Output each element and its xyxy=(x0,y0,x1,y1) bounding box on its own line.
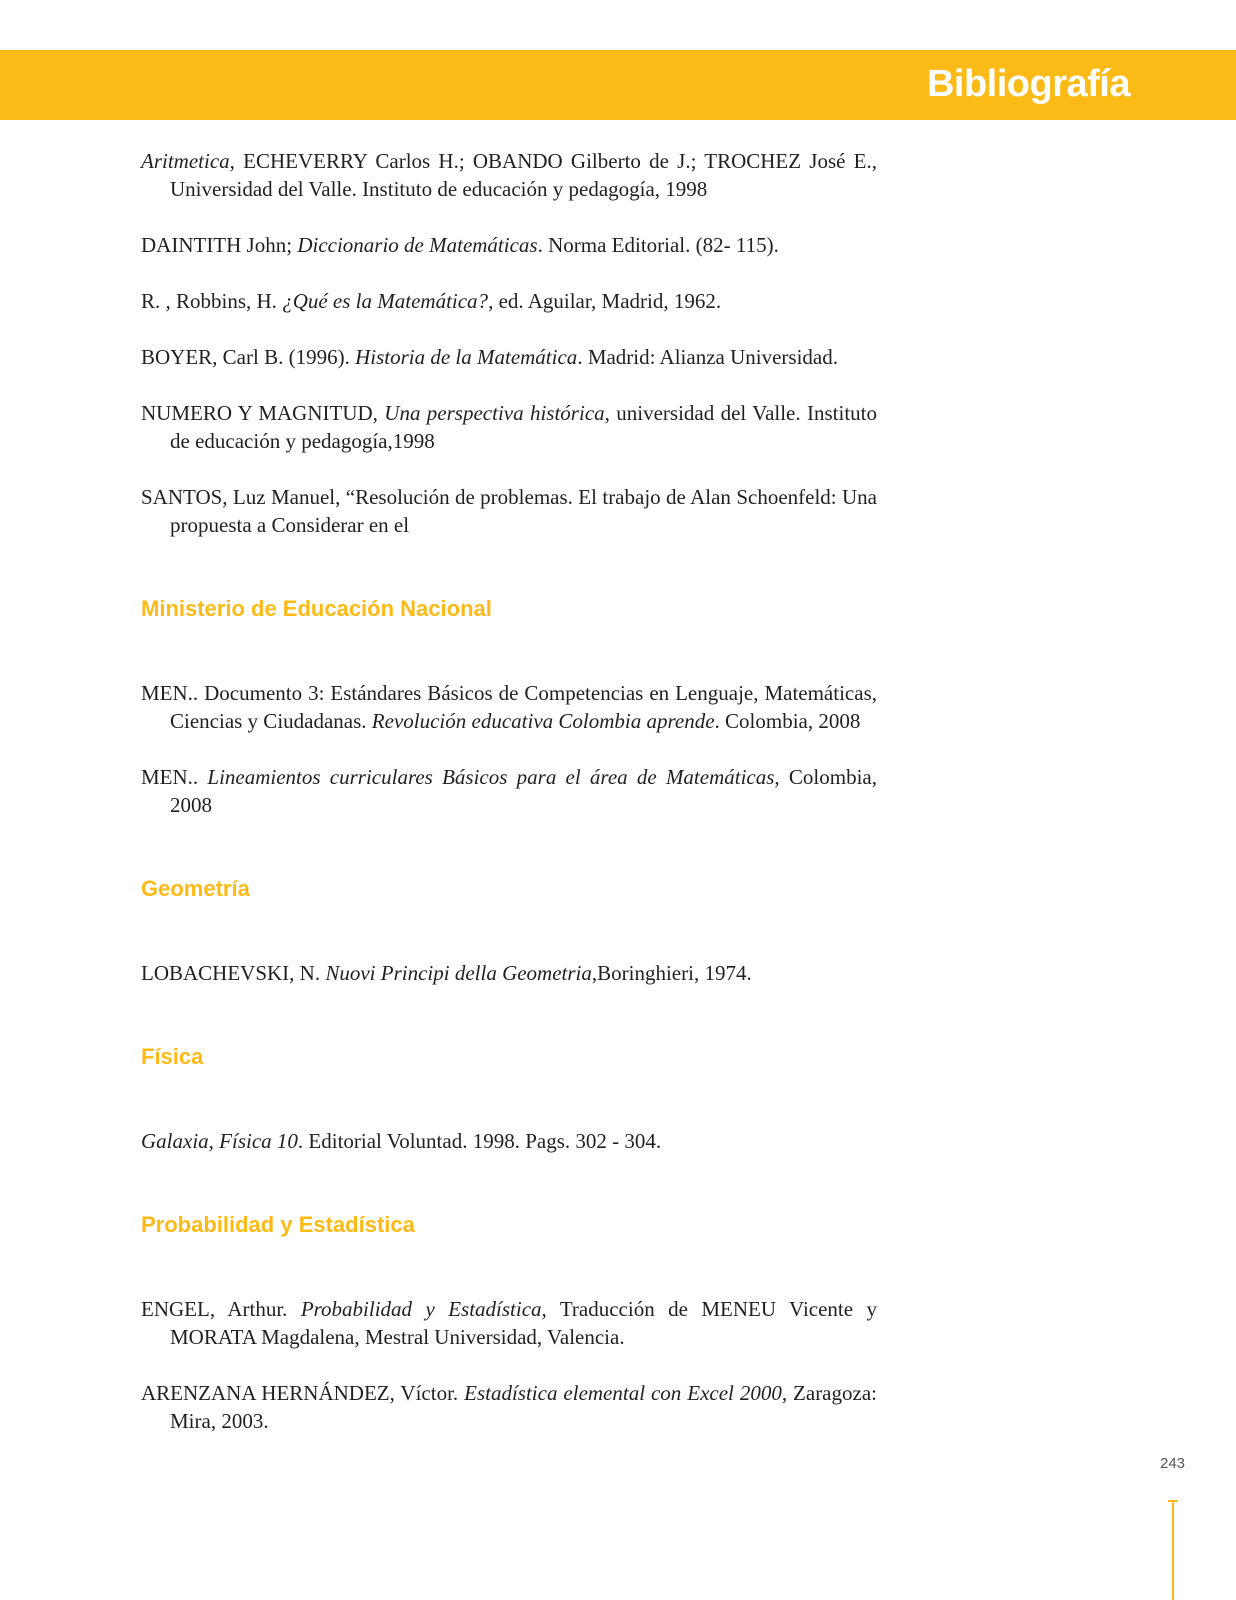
bib-entry xyxy=(141,763,877,819)
bib-text: . Editorial Voluntad. 1998. Pags. 302 - 304. xyxy=(297,1129,662,1153)
bib-title: ¿Qué es la Matemática? xyxy=(282,289,489,313)
bib-text: , ed. Aguilar, Madrid, 1962. xyxy=(488,289,722,313)
bib-text: NUMERO Y MAGNITUD, xyxy=(141,401,385,425)
bib-entry xyxy=(141,147,877,203)
bib-title: Lineamientos curriculares Básicos para el área de Matemáticas xyxy=(207,765,775,789)
section-heading-fisica: Física xyxy=(141,1044,204,1069)
bib-entry xyxy=(141,959,877,987)
bib-text: MEN.. Documento 3: Estándares Básicos de Competencias en Lenguaje, Matemáticas, Ciencias y Ciudadanas. xyxy=(141,681,877,733)
bib-text: R. , Robbins, H. xyxy=(141,289,283,313)
bib-entry xyxy=(141,483,877,539)
bib-title: Probabilidad y Estadística xyxy=(300,1297,542,1321)
section-heading-probabilidad: Probabilidad y Estadística xyxy=(141,1212,415,1237)
bib-title: Galaxia, Física 10 xyxy=(141,1129,298,1153)
bibliography-content xyxy=(141,147,877,1435)
bib-entry xyxy=(141,1295,877,1351)
bib-text: LOBACHEVSKI, N. xyxy=(141,961,326,985)
section-heading-geometria: Geometría xyxy=(141,876,250,901)
bib-entry xyxy=(141,399,877,455)
bib-text: . Madrid: Alianza Universidad. xyxy=(577,345,838,369)
bib-text: , ECHEVERRY Carlos H.; OBANDO Gilberto de J.; TROCHEZ José E., Universidad del Valle. Instituto de educación y pedagogía, 1998 xyxy=(170,149,877,201)
bib-entry xyxy=(141,1127,877,1155)
bib-title: Aritmetica xyxy=(141,149,230,173)
bib-text: . Colombia, 2008 xyxy=(714,709,861,733)
bib-text: DAINTITH John; xyxy=(141,233,298,257)
bib-text: BOYER, Carl B. (1996). xyxy=(141,345,356,369)
page-number: 243 xyxy=(1160,1455,1186,1472)
bib-title: Nuovi Principi della Geometria xyxy=(325,961,592,985)
bib-text: SANTOS, Luz Manuel, “Resolución de problemas. El trabajo de Alan Schoenfeld: Una propuesta a Considerar en el xyxy=(141,485,877,537)
bib-title: Historia de la Matemática xyxy=(355,345,578,369)
section-heading-men: Ministerio de Educación Nacional xyxy=(141,596,492,621)
bib-text: ,Boringhieri, 1974. xyxy=(591,961,752,985)
bib-text: , universidad del Valle. Instituto de educación y pedagogía,1998 xyxy=(170,401,877,453)
margin-rule xyxy=(1172,1500,1174,1600)
bib-text: , Colombia, 2008 xyxy=(170,765,877,817)
bib-title: Revolución educativa Colombia aprende xyxy=(371,709,715,733)
bib-text: , Zaragoza: Mira, 2003. xyxy=(170,1381,877,1433)
bib-text: , Traducción de MENEU Vicente y MORATA Magdalena, Mestral Universidad, Valencia. xyxy=(170,1297,878,1349)
bib-text: ARENZANA HERNÁNDEZ, Víctor. xyxy=(141,1381,465,1405)
bib-text: MEN.. xyxy=(141,765,208,789)
bib-text: . Norma Editorial. (82- 115). xyxy=(537,233,779,257)
bib-title: Diccionario de Matemáticas xyxy=(297,233,538,257)
bib-entry xyxy=(141,1379,877,1435)
bib-title: Estadística elemental con Excel 2000 xyxy=(464,1381,782,1405)
bib-title: Una perspectiva histórica xyxy=(384,401,605,425)
bib-text: ENGEL, Arthur. xyxy=(141,1297,301,1321)
bib-entry xyxy=(141,679,877,735)
page-title: Bibliografía xyxy=(926,63,1130,105)
bib-entry xyxy=(141,287,877,315)
bib-entry xyxy=(141,231,877,259)
bib-entry xyxy=(141,343,877,371)
